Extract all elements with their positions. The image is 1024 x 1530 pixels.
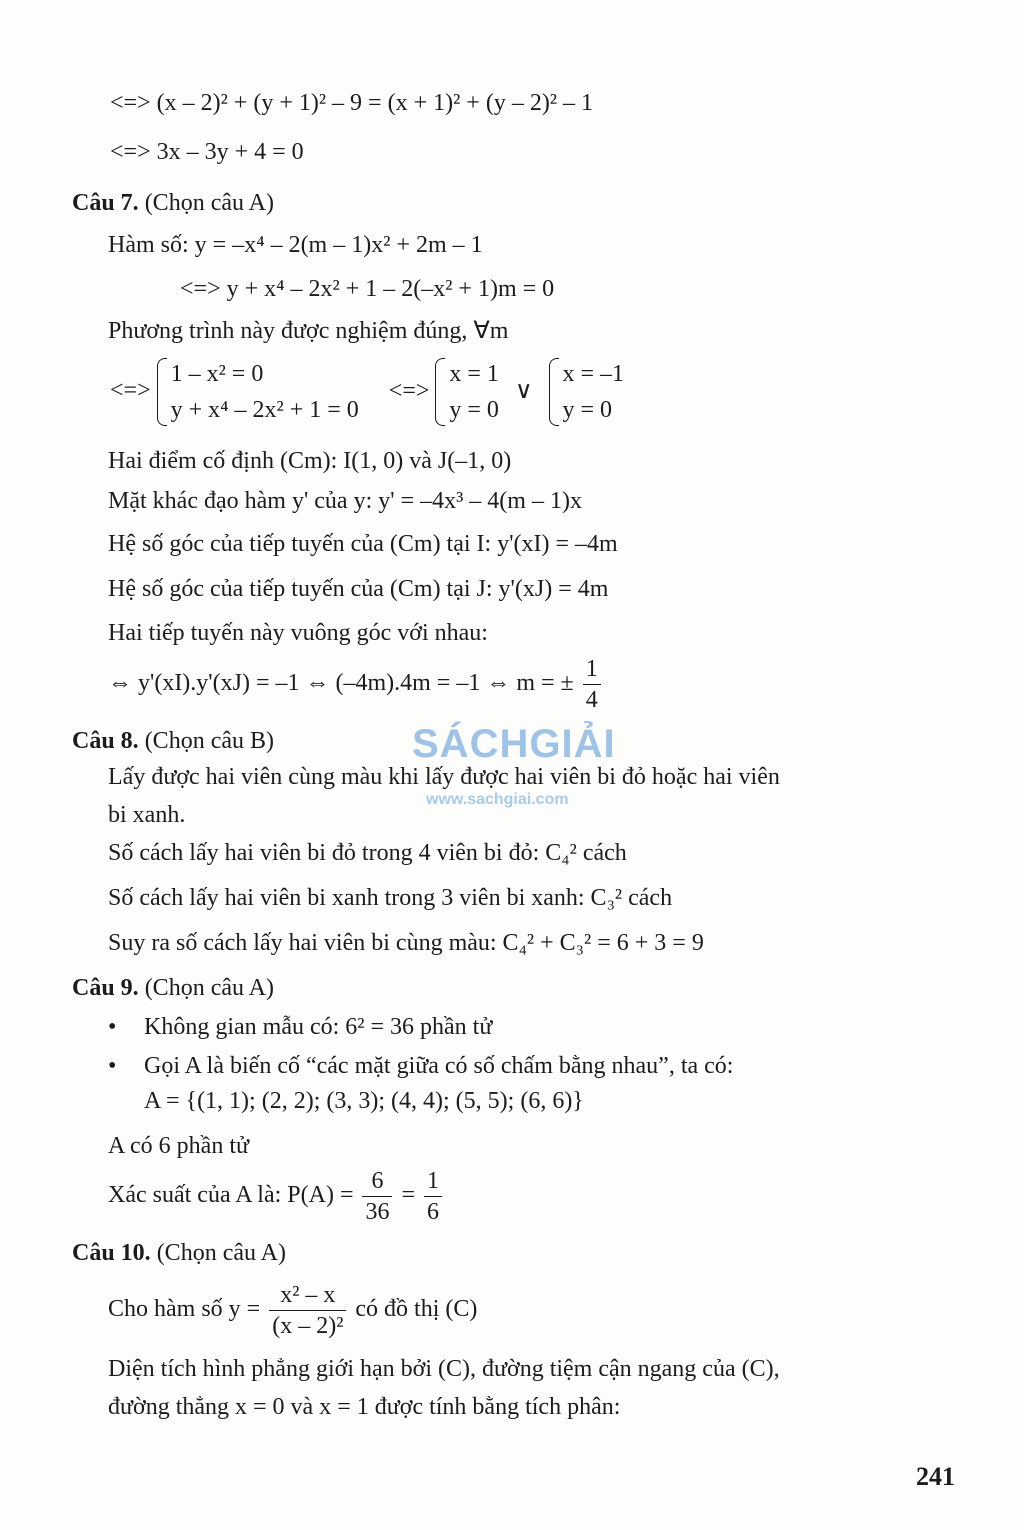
equivalence-arrow: <=> [388,377,430,404]
text-line: A có 6 phần tử [108,1133,249,1159]
equation-system-3 [549,356,625,428]
question-label: Câu 8. [72,728,139,754]
text-line: Hệ số góc của tiếp tuyến của (Cm) tại I: y'(xI) = –4m [108,531,618,557]
equation-line [108,654,604,715]
watermark-url: www.sachgiai.com [426,791,569,808]
fraction [362,1166,392,1227]
bullet-item [108,1053,733,1081]
equivalence-arrow: <=> [110,377,151,404]
text-line: Phương trình này được nghiệm đúng, ∀m [108,318,509,344]
equation-line: <=> 3x – 3y + 4 = 0 [110,139,304,165]
question-label: Câu 7. [72,190,139,216]
answer-choice: (Chọn câu A) [144,975,274,1001]
question-label: Câu 9. [72,975,139,1001]
function-text: có đồ thị (C) [355,1296,478,1323]
numerator: 6 [362,1166,392,1197]
probability-text: Xác suất của A là: P(A) = [108,1182,354,1209]
text-line: Hàm số: y = –x⁴ – 2(m – 1)x² + 2m – 1 [108,232,483,258]
equation-line: <=> (x – 2)² + (y + 1)² – 9 = (x + 1)² + (y – 2)² – 1 [110,90,593,116]
denominator: 36 [365,1199,390,1225]
answer-choice: (Chọn câu B) [144,728,274,754]
function-definition [108,1280,477,1341]
text-line: Số cách lấy hai viên bi xanh trong 3 viên bi xanh: C₃² cách [108,885,673,911]
bullet-icon: • [108,1014,117,1040]
or-symbol: ∨ [514,377,533,404]
page-number: 241 [916,1462,955,1491]
set-definition: A = {(1, 1); (2, 2); (3, 3); (4, 4); (5, 5); (6, 6)} [144,1088,584,1114]
numerator: 1 [583,654,601,685]
left-brace [549,358,559,426]
bullet-text: Không gian mẫu có: 6² = 36 phần tử [144,1014,493,1040]
fraction [424,1166,442,1227]
function-text: Cho hàm số y = [108,1296,261,1323]
system-row: 1 – x² = 0 [170,361,264,387]
text-line: Số cách lấy hai viên bi đỏ trong 4 viên bi đỏ: C₄² cách [108,840,627,866]
fraction [583,654,601,715]
numerator: x² – x [269,1280,346,1311]
answer-choice: (Chọn câu A) [156,1240,286,1266]
text-line: bi xanh. [108,802,186,828]
fraction [269,1280,346,1341]
answer-choice: (Chọn câu A) [144,190,274,216]
question-label: Câu 10. [72,1240,151,1266]
equation-system-2 [435,356,499,428]
bullet-item [108,1014,492,1042]
system-row: y + x⁴ – 2x² + 1 = 0 [170,397,359,423]
denominator: (x – 2)² [272,1313,344,1339]
text-line: Mặt khác đạo hàm y' của y: y' = –4x³ – 4(m – 1)x [108,488,582,514]
system-equations-line [110,356,624,428]
question-9-heading [72,975,274,1003]
numerator: 1 [424,1166,442,1197]
system-row: x = 1 [449,361,499,387]
question-8-heading [72,728,274,756]
bullet-icon: • [108,1053,117,1079]
system-row: y = 0 [449,397,499,423]
text-line: Lấy được hai viên cùng màu khi lấy được hai viên bi đỏ hoặc hai viên [108,764,780,790]
text-line: Hai tiếp tuyến này vuông góc với nhau: [108,620,488,646]
text-line: Suy ra số cách lấy hai viên bi cùng màu: C₄² + C₃² = 6 + 3 = 9 [108,930,704,956]
equation-system-1 [157,356,359,428]
left-brace [157,358,167,426]
text-line: Hai điểm cố định (Cm): I(1, 0) và J(–1, 0) [108,448,512,474]
denominator: 4 [585,687,598,713]
system-row: y = 0 [562,397,613,423]
question-10-heading [72,1240,286,1268]
probability-line [108,1166,445,1227]
equation-line: <=> y + x⁴ – 2x² + 1 – 2(–x² + 1)m = 0 [180,276,555,302]
left-brace [435,358,445,426]
text-line: Diện tích hình phẳng giới hạn bởi (C), đường tiệm cận ngang của (C), [108,1356,780,1382]
bullet-text: Gọi A là biến cố “các mặt giữa có số chấm bằng nhau”, ta có: [144,1053,734,1079]
text-line: đường thẳng x = 0 và x = 1 được tính bằng tích phân: [108,1394,621,1420]
watermark-logo: SÁCHGIẢI [412,722,616,766]
system-row: x = –1 [562,361,625,387]
equals-sign: = [401,1182,416,1209]
question-7-heading [72,190,274,218]
equation-text: ⇔ y'(xI).y'(xJ) = –1 ⇔ (–4m).4m = –1 ⇔ m = ± [108,670,574,697]
denominator: 6 [427,1199,440,1225]
text-line: Hệ số góc của tiếp tuyến của (Cm) tại J: y'(xJ) = 4m [108,576,609,602]
